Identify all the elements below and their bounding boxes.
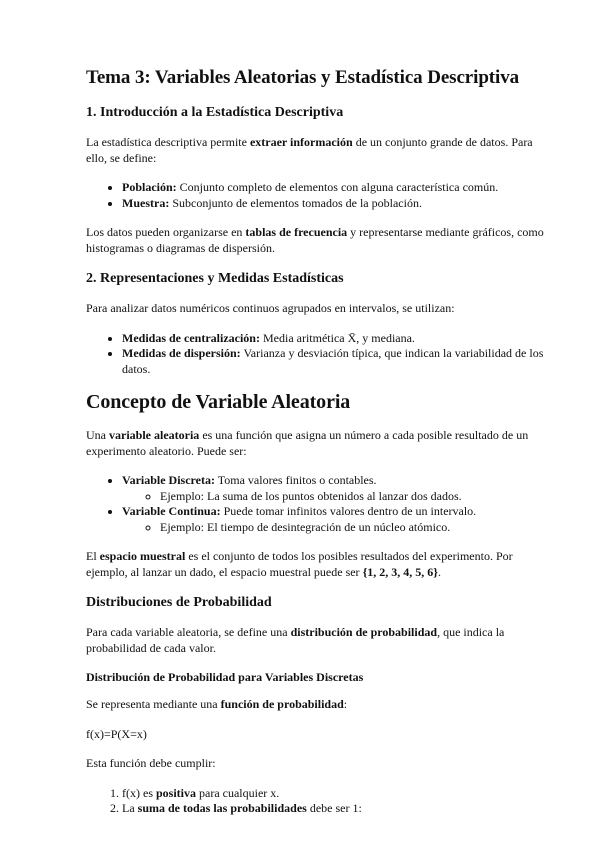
bullet-list	[86, 180, 549, 211]
numbered-list	[86, 786, 549, 817]
paragraph: Se representa mediante una función de probabilidad:	[86, 697, 348, 711]
list-item: • Población: Conjunto completo de elementos con alguna característica común.	[122, 180, 549, 196]
sub-list-item: ◦ Ejemplo: El tiempo de desintegración de un núcleo atómico.	[160, 520, 549, 536]
section-heading-distributions: Distribuciones de Probabilidad	[86, 595, 272, 610]
paragraph: Una variable aleatoria es una función que asigna un número a cada posible resultado de un experimento aleatorio. Puede ser:	[86, 428, 529, 458]
list-item: • Variable Continua: Puede tomar infinitos valores dentro de un intervalo. ◦ Ejemplo: El tiempo de desintegración de un núcleo atómico.	[122, 504, 549, 535]
paragraph: Para analizar datos numéricos continuos agrupados en intervalos, se utilizan:	[86, 301, 455, 315]
section-heading-intro: 1. Introducción a la Estadística Descriptiva	[86, 105, 344, 120]
section-heading-measures: 2. Representaciones y Medidas Estadísticas	[86, 271, 344, 286]
list-item: • Medidas de centralización: Media aritmética X̄, y mediana.	[122, 331, 549, 347]
sub-list	[122, 520, 549, 536]
bullet-list	[86, 331, 549, 378]
paragraph: Para cada variable aleatoria, se define una distribución de probabilidad, que indica la probabilidad de cada valor.	[86, 625, 505, 655]
paragraph: Esta función debe cumplir:	[86, 756, 216, 770]
list-item: • Variable Discreta: Toma valores finitos o contables. ◦ Ejemplo: La suma de los puntos obtenidos al lanzar dos dados.	[122, 473, 549, 504]
formula: f(x)=P(X=x)	[86, 726, 147, 741]
list-item: 1. f(x) es positiva para cualquier x.	[122, 786, 549, 802]
sub-list-item: ◦ Ejemplo: La suma de los puntos obtenidos al lanzar dos dados.	[160, 489, 549, 505]
list-item: 2. La suma de todas las probabilidades debe ser 1:	[122, 801, 549, 817]
paragraph: El espacio muestral es el conjunto de todos los posibles resultados del experimento. Por ejemplo, al lanzar un dado, el espacio muestral puede ser {1, 2, 3, 4, 5, 6}.	[86, 549, 513, 579]
list-item: • Muestra: Subconjunto de elementos tomados de la población.	[122, 196, 549, 212]
sub-list	[122, 489, 549, 505]
list-item: • Medidas de dispersión: Varianza y desviación típica, que indican la variabilidad de los datos.	[122, 346, 549, 377]
paragraph: Los datos pueden organizarse en tablas de frecuencia y representarse mediante gráficos, como histogramas o diagramas de dispersión.	[86, 225, 544, 255]
paragraph: La estadística descriptiva permite extraer información de un conjunto grande de datos. Para ello, se define:	[86, 135, 533, 165]
subsection-heading-discrete: Distribución de Probabilidad para Variables Discretas	[86, 670, 364, 684]
bullet-list	[86, 473, 549, 535]
page-title: Tema 3: Variables Aleatorias y Estadística Descriptiva	[86, 67, 519, 88]
section-title-random-variable: Concepto de Variable Aleatoria	[86, 391, 351, 413]
